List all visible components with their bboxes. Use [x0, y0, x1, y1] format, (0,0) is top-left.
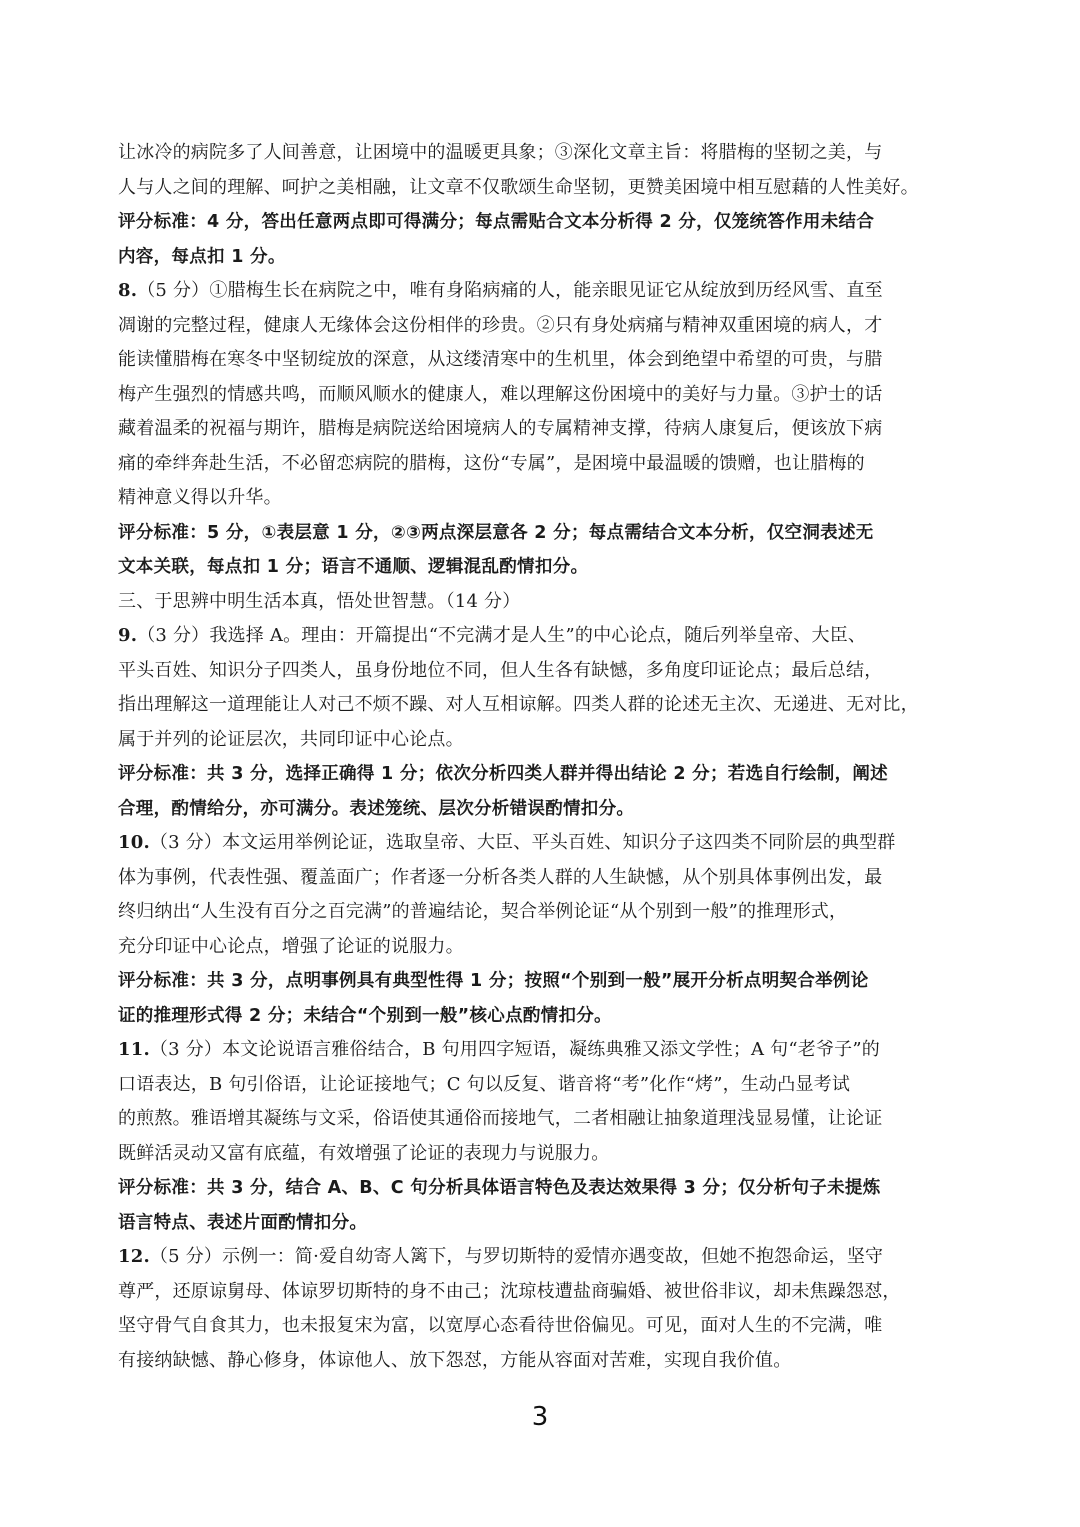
scoring-standard-line: 评分标准：共 3 分，结合 A、B、C 句分析具体语言特色及表达效果得 3 分；仅分析句子未提炼	[118, 1178, 881, 1198]
text-line: 坚守骨气自食其力，也未报复宋为富，以宽厚心态看待世俗偏见。可见，面对人生的不完满，唯	[118, 1315, 883, 1336]
text-line: 凋谢的完整过程，健康人无缘体会这份相伴的珍贵。②只有身处病痛与精神双重困境的病人，才	[118, 314, 883, 336]
question-8-line	[118, 274, 964, 309]
scoring-standard-line: 评分标准：5 分，①表层意 1 分，②③两点深层意各 2 分；每点需结合文本分析，仅空洞表述无	[118, 522, 874, 543]
text-line: 藏着温柔的祝福与期许，腊梅是病院送给困境病人的专属精神支撑，待病人康复后，便该放下病	[118, 418, 883, 439]
question-11-line	[118, 1033, 964, 1068]
page-number: 3	[531, 1402, 549, 1432]
scoring-standard-line: 评分标准：4 分，答出任意两点即可得满分；每点需贴合文本分析得 2 分，仅笼统答作用未结合	[118, 212, 875, 232]
answer-text: （3 分）本文论说语言雅俗结合，B 句用四字短语，凝练典雅又添文学性；A 句“老爷子”的	[149, 1039, 880, 1060]
text-line: 有接纳缺憾、静心修身，体谅他人、放下怨怼，方能从容面对苦难，实现自我价值。	[118, 1349, 792, 1371]
scoring-standard-line: 合理，酌情给分，亦可满分。表述笼统、层次分析错误酌情扣分。	[118, 798, 635, 819]
text-line: 既鲜活灵动又富有底蕴，有效增强了论证的表现力与说服力。	[118, 1142, 610, 1164]
text-line: 口语表达，B 句引俗语，让论证接地气；C 句以反复、谐音将“考”化作“烤”，生动凸显考试	[118, 1073, 851, 1095]
question-number: 12.	[118, 1246, 150, 1267]
answer-text: （5 分）示例一：简·爱自幼寄人篱下，与罗切斯特的爱情亦遇变故，但她不抱怨命运，坚守	[149, 1246, 884, 1267]
question-number: 8.	[118, 280, 138, 301]
question-number: 9.	[118, 625, 138, 646]
scoring-standard-line: 评分标准：共 3 分，点明事例具有典型性得 1 分；按照“个别到一般”展开分析点明契合举例论	[118, 971, 869, 991]
answer-text: （3 分）我选择 A。理由：开篇提出“不完满才是人生”的中心论点，随后列举皇帝、大臣、	[137, 625, 867, 646]
scoring-standard-line: 评分标准：共 3 分，选择正确得 1 分；依次分析四类人群并得出结论 2 分；若选自行绘制，阐述	[118, 764, 888, 784]
text-line: 能读懂腊梅在寒冬中坚韧绽放的深意，从这缕清寒中的生机里，体会到绝望中希望的可贵，与腊	[118, 349, 883, 370]
text-line: 充分印证中心论点，增强了论证的说服力。	[118, 935, 464, 957]
text-line: 终归纳出“人生没有百分之百完满”的普遍结论，契合举例论证“从个别到一般”的推理形式，	[118, 901, 848, 922]
question-12-line	[118, 1240, 964, 1275]
text-line: 尊严，还原谅舅母、体谅罗切斯特的身不由己；沈琼枝遭盐商骗婚、被世俗非议，却未焦躁怨怼，	[118, 1280, 901, 1302]
scoring-standard-line: 语言特点、表述片面酌情扣分。	[118, 1212, 368, 1233]
question-10-line	[118, 826, 964, 861]
text-line: 精神意义得以升华。	[118, 487, 282, 508]
question-number: 10.	[118, 832, 150, 853]
text-line: 让冰冷的病院多了人间善意，让困境中的温暖更具象；③深化文章主旨：将腊梅的坚韧之美，与	[118, 142, 883, 163]
text-line: 的煎熬。雅语增其凝练与文采，俗语使其通俗而接地气，二者相融让抽象道理浅显易懂，让论证	[118, 1108, 883, 1129]
answer-text: （5 分）①腊梅生长在病院之中，唯有身陷病痛的人，能亲眼见证它从绽放到历经风雪、直至	[137, 280, 883, 301]
text-line: 梅产生强烈的情感共鸣，而顺风顺水的健康人，难以理解这份困境中的美好与力量。③护士的话	[118, 383, 883, 405]
answer-text: （3 分）本文运用举例论证，选取皇帝、大臣、平头百姓、知识分子这四类不同阶层的典型群	[149, 832, 896, 853]
question-9-line	[118, 619, 964, 654]
text-line: 平头百姓、知识分子四类人，虽身份地位不同，但人生各有缺憾，多角度印证论点；最后总结，	[118, 659, 883, 681]
question-number: 11.	[118, 1039, 150, 1060]
scoring-standard-line: 文本关联，每点扣 1 分；语言不通顺、逻辑混乱酌情扣分。	[118, 557, 589, 577]
text-line: 指出理解这一道理能让人对己不烦不躁、对人互相谅解。四类人群的论述无主次、无递进、无对比，	[118, 694, 919, 715]
text-line: 属于并列的论证层次，共同印证中心论点。	[118, 728, 464, 750]
scoring-standard-line: 证的推理形式得 2 分；未结合“个别到一般”核心点酌情扣分。	[118, 1005, 612, 1026]
document-body	[118, 136, 964, 1378]
section-heading: 三、于思辨中明生活本真，悟处世智慧。（14 分）	[118, 590, 521, 612]
scoring-standard-line: 内容，每点扣 1 分。	[118, 246, 286, 267]
text-line: 痛的牵绊奔赴生活，不必留恋病院的腊梅，这份“专属”，是困境中最温暖的馈赠，也让腊梅的	[118, 452, 865, 474]
text-line: 人与人之间的理解、呵护之美相融，让文章不仅歌颂生命坚韧，更赞美困境中相互慰藉的人性美好。	[118, 176, 919, 198]
text-line: 体为事例，代表性强、覆盖面广；作者逐一分析各类人群的人生缺憾，从个别具体事例出发，最	[118, 866, 883, 888]
